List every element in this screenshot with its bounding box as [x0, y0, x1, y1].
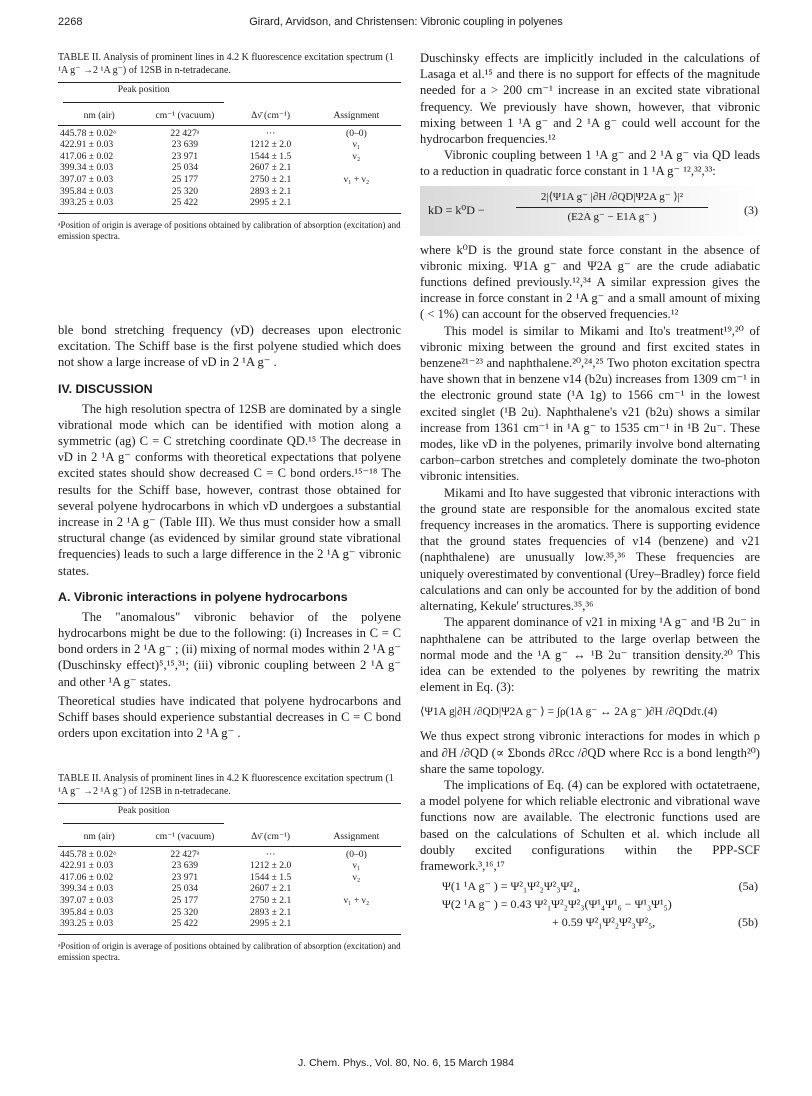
table-row: 395.84 ± 0.03 25 320 2893 ± 2.1	[60, 185, 292, 197]
table-block-2	[58, 773, 401, 964]
table-footnote: ᵃPosition of origin is average of positions obtained by calibration of absorption (excitation) and emission spectra.	[58, 219, 401, 242]
col-header-cm: cm⁻¹ (vacuum)	[155, 830, 215, 842]
paragraph: The apparent dominance of ν21 in mixing ¹A g⁻ and ¹B 2u⁻ in naphthalene can be attributed to the large overlap between the normal mode and the ¹A g⁻ ↔ ¹B 2u⁻ transition density.²⁰ This idea can be extended to the polyenes by rewriting the matrix element in Eq. (3):	[420, 615, 760, 695]
right-column-text	[420, 50, 760, 932]
paragraph: This model is similar to Mikami and Ito's treatment¹⁹,²⁰ of vibronic mixing between the ground and first excited states in benzene²¹⁻²³ and naphthalene.²⁰,²⁴,²⁵ Two photon excitation spectra have shown that in benzene ν14 (b2u) increases from 1309 cm⁻¹ in the electronic ground state (¹A 1g) to 1566 cm⁻¹ in the lowest excited singlet (¹B 2u). Naphthalene's ν21 (b2u) shows a similar increase from 1361 cm⁻¹ in ¹A g⁻ to 1535 cm⁻¹ in ¹B 2u⁻. These modes, like νD in the polyenes, primarily involve bond alternating carbon–carbon stretches and completely dominate the two-photon vibronic intensities.	[420, 323, 760, 484]
col-header-cm: cm⁻¹ (vacuum)	[155, 109, 215, 121]
paragraph: The implications of Eq. (4) can be explored with octatetraene, a model polyene for which reliable electronic and vibrational wave functions now are available. The electronic functions used are based on the calculations of Schulten et al. which include all doubly excited configurations within the PPP-SCF framework.³,¹⁶,¹⁷	[420, 777, 760, 873]
equation-5a-number: (5a)	[738, 879, 758, 894]
group-header: Peak position	[117, 84, 170, 96]
equation-3-numerator: 2|⟨Ψ1A g⁻ |∂H /∂QD|Ψ2A g⁻ ⟩|²	[540, 190, 684, 203]
running-header	[58, 16, 754, 32]
journal-footer: J. Chem. Phys., Vol. 80, No. 6, 15 March 1984	[298, 1057, 514, 1069]
equation-5b-line1: Ψ(2 ¹A g⁻ ) = 0.43 Ψ²₁Ψ²₂Ψ²₃(Ψ¹₄Ψ¹₆ − Ψ¹₃Ψ¹₅)	[442, 897, 672, 912]
col-header-nm: nm (air)	[83, 830, 115, 842]
equation-5a	[420, 878, 760, 896]
table-row: 397.07 ± 0.03 25 177 2750 ± 2.1 ν₁ + ν₂	[60, 894, 370, 906]
table-row: 422.91 ± 0.03 23 639 1212 ± 2.0 ν₁	[60, 139, 361, 151]
equation-3-number: (3)	[744, 202, 758, 217]
table-caption: TABLE II. Analysis of prominent lines in 4.2 K fluorescence excitation spectrum (1 ¹A g⁻ →2 ¹A g⁻) of 12SB in n-tetradecane.	[58, 52, 394, 76]
equation-5b	[420, 896, 760, 932]
equation-5b-number: (5b)	[738, 915, 758, 930]
data-table	[58, 804, 401, 936]
col-header-assignment: Assignment	[333, 830, 380, 842]
paragraph: Vibronic coupling between 1 ¹A g⁻ and 2 ¹A g⁻ via QD leads to a reduction in quadratic force constant in 1 ¹A g⁻ ¹²,³²,³³:	[420, 148, 760, 179]
paragraph: where k⁰D is the ground state force constant in the absence of vibronic mixing. Ψ1A g⁻ and Ψ2A g⁻ are the crude adiabatic functions defined previously.¹²,³⁴ A similar expression gives the increase in force constant in 2 ¹A g⁻ and a small amount of mixing ( < 1%) can account for the observed frequencies.¹²	[420, 242, 760, 322]
paragraph: Mikami and Ito have suggested that vibronic interactions with the ground state are responsible for the anomalous excited state frequency increases in the aromatics. There is supporting evidence that the ground states frequencies of ν14 (benzene) and ν21 (naphthalene) are unusually low.³⁵,³⁶ These frequencies are uniquely overestimated by conventional (Urey–Bradley) force field calculations and can only be accounted for by the addition of bond alternating, Kekule' structures.³⁵,³⁶	[420, 485, 760, 614]
equation-4: ⟨Ψ1A g|∂H /∂QD|Ψ2A g⁻ ⟩ = ∫ρ(1A g⁻ ↔ 2A g⁻ )∂H /∂QDdτ.(4)	[420, 706, 718, 719]
equation-5b-line2: + 0.59 Ψ²₁Ψ²₂Ψ²₃Ψ²₅,	[552, 915, 656, 930]
page-number: 2268	[58, 16, 83, 28]
paragraph: Theoretical studies have indicated that polyene hydrocarbons and Schiff bases should experience substantial decreases in C = C bond orders upon excitation into 2 ¹A g⁻ .	[58, 693, 401, 741]
table-row: 422.91 ± 0.03 23 639 1212 ± 2.0 ν₁	[60, 860, 361, 872]
table-row: 397.07 ± 0.03 25 177 2750 ± 2.1 ν₁ + ν₂	[60, 173, 370, 185]
section-heading-discussion: IV. DISCUSSION	[58, 381, 153, 396]
table-block-1	[58, 52, 401, 243]
equation-3-denominator: (E2A g⁻ − E1A g⁻ )	[567, 210, 657, 223]
equation-3	[420, 186, 760, 236]
table-row: 417.06 ± 0.02 23 971 1544 ± 1.5 ν₂	[60, 150, 361, 162]
paragraph: The "anomalous" vibronic behavior of the polyene hydrocarbons might be due to the following: (i) Increases in C = C bond orders in 2 ¹A g⁻ ; (ii) mixing of normal modes within 2 ¹A g⁻ (Duschinsky effect)⁵,¹⁵,³¹; (iii) vibronic coupling between 2 ¹A g⁻ and other ¹A g⁻ states.	[58, 609, 401, 689]
col-header-nm: nm (air)	[83, 109, 115, 121]
left-column-text	[58, 322, 401, 741]
group-header: Peak position	[117, 805, 170, 817]
table-row: 417.06 ± 0.02 23 971 1544 ± 1.5 ν₂	[60, 871, 361, 883]
table-row: 399.34 ± 0.03 25 034 2607 ± 2.1	[60, 883, 292, 895]
table-row: 393.25 ± 0.03 25 422 2995 ± 2.1	[60, 197, 292, 209]
paragraph: The high resolution spectra of 12SB are dominated by a single vibrational mode which can be identified with motion along a symmetric (ag) C = C stretching coordinate QD.¹⁵ The decrease in νD in 2 ¹A g⁻ conforms with theoretical expectations that polyene excited states should show decreased C = C bond orders.¹⁵⁻¹⁸ The results for the Schiff base, however, contrast those obtained for several polyene hydrocarbons in which νD undergoes a substantial increase in 2 ¹A g⁻ (Table III). We thus must consider how a small structural change (as evidenced by similar ground state vibrational frequencies) leads to such a large difference in the 2 ¹A g⁻ vibronic states.	[58, 401, 401, 578]
paragraph: ble bond stretching frequency (νD) decreases upon electronic excitation. The Schiff base is the first polyene studied which does not show a large increase of νD in 2 ¹A g⁻ .	[58, 323, 401, 370]
paragraph: Duschinsky effects are implicitly included in the calculations of Lasaga et al.¹⁵ and there is no support for effects of the magnitude needed for a > 200 cm⁻¹ increase in an excited state vibrational frequency. We previously have shown, however, that vibronic mixing between 1 ¹A g⁻ and 2 ¹A g⁻ could well account for the hydrocarbon frequencies.¹²	[420, 51, 760, 147]
col-header-assignment: Assignment	[333, 109, 380, 121]
col-header-delta: Δν̄ (cm⁻¹)	[251, 830, 291, 842]
table-footnote: ᵃPosition of origin is average of positions obtained by calibration of absorption (excitation) and emission spectra.	[58, 940, 401, 963]
data-table	[58, 83, 401, 215]
paragraph: We thus expect strong vibronic interactions for modes in which ρ and ∂H /∂QD (∝ Σbonds ∂Rcc /∂QD where Rcc is a bond length²⁰) share the same topology.	[420, 729, 760, 776]
table-caption: TABLE II. Analysis of prominent lines in 4.2 K fluorescence excitation spectrum (1 ¹A g⁻ →2 ¹A g⁻) of 12SB in n-tetradecane.	[58, 773, 394, 797]
table-row: 395.84 ± 0.03 25 320 2893 ± 2.1	[60, 906, 292, 918]
table-row: 445.78 ± 0.02ᵃ 22 427ᵃ ··· (0–0)	[60, 848, 367, 860]
equation-5a-body: Ψ(1 ¹A g⁻ ) = Ψ²₁Ψ²₂Ψ²₃Ψ²₄,	[442, 879, 581, 894]
table-row: 445.78 ± 0.02ᵃ 22 427ᵃ ··· (0–0)	[60, 127, 367, 139]
col-header-delta: Δν̄ (cm⁻¹)	[251, 109, 291, 121]
equation-3-lhs: kD = k⁰D −	[428, 202, 485, 217]
table-row: 393.25 ± 0.03 25 422 2995 ± 2.1	[60, 918, 292, 930]
running-title: Girard, Arvidson, and Christensen: Vibronic coupling in polyenes	[249, 16, 563, 28]
table-row: 399.34 ± 0.03 25 034 2607 ± 2.1	[60, 162, 292, 174]
subsection-heading-vibronic: A. Vibronic interactions in polyene hydrocarbons	[58, 589, 348, 604]
